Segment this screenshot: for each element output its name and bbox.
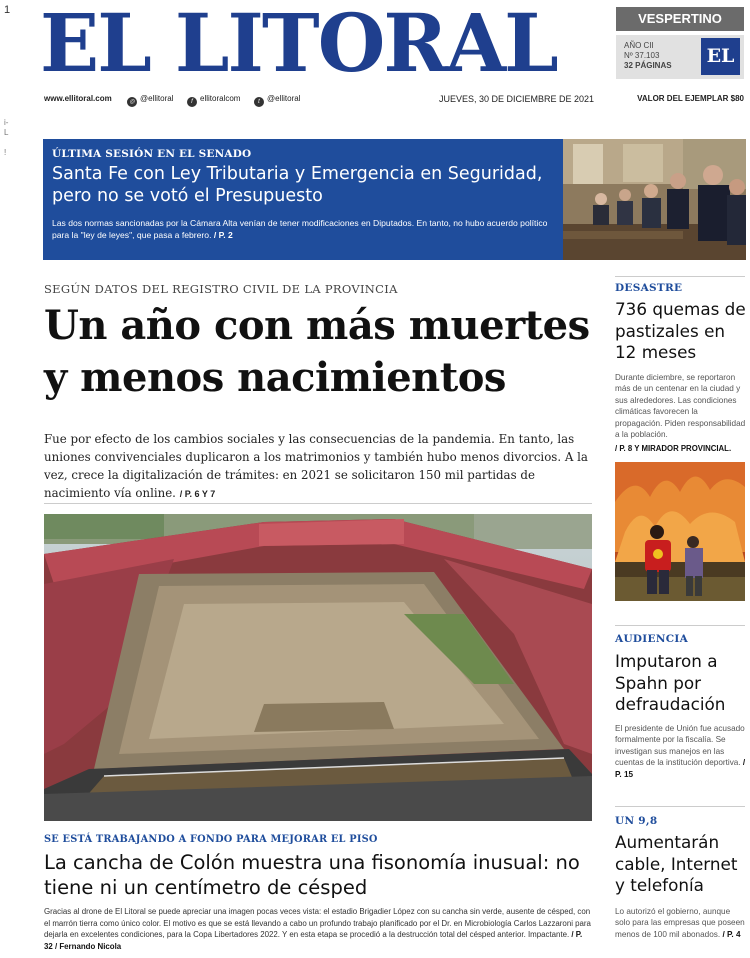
divider [615, 625, 745, 626]
issue-number: Nº 37.103 [624, 51, 660, 60]
photo-story-page-ref: / P. 32 / Fernando Nicola [44, 930, 583, 951]
audiencia-summary: El presidente de Unión fue acusado formalmente por la fiscalía. Se investigan sus manejos en las cuentas de la institución deportiva. / P. 15 [615, 724, 746, 779]
audiencia-kicker: AUDIENCIA [615, 633, 689, 645]
twitter-handle[interactable]: t @ellitoral [254, 94, 300, 107]
photo-story-headline[interactable]: La cancha de Colón muestra una fisonomía inusual: no tiene ni un centímetro de césped [44, 851, 580, 899]
margin-marks: i- L ! [4, 118, 9, 157]
main-summary: Fue por efecto de los cambios sociales y las consecuencias de la pandemia. En tanto, las uniones convivenciales duplicaron a los matrimonios y también hubo menos divorcios. A la vez, crece la digitalización de trámites: en 2021 se solicitaron 150 mil partidas de nacimiento vía online. / P. 6 Y 7 [44, 432, 588, 500]
main-page-ref: / P. 6 Y 7 [179, 489, 216, 499]
edition-badge: VESPERTINO [616, 7, 744, 31]
banner-page-ref: / P. 2 [213, 230, 233, 240]
instagram-icon: ◎ [127, 97, 137, 107]
issue-info [624, 41, 672, 71]
banner-headline[interactable]: Santa Fe con Ley Tributaria y Emergencia en Seguridad, pero no se votó el Presupuesto [52, 164, 543, 206]
desastre-page-ref: / P. 8 Y MIRADOR PROVINCIAL. [615, 444, 732, 453]
photo-story-caption: Gracias al drone de El Litoral se puede apreciar una imagen pocas veces vista: el estadio Brigadier López con su cancha sin verde, ausente de césped, con el marrón tierra como único color. El motivo es que se está llevando a cabo un profundo trabajo planificado por el Dr. en Microbiología Carlos Lazzaroni para dejarla en excelentes condiciones, para la Copa Libertadores 2022. Y en esta etapa se procedió a la destrucción total del césped anterior. Impactante. / P. 32 / Fernando Nicola [44, 907, 591, 951]
grass-fire-photo [615, 462, 745, 601]
tarifas-summary: Lo autorizó el gobierno, aunque solo para las empresas que poseen menos de 100 mil abonados. / P. 4 [615, 907, 745, 939]
twitter-icon: t [254, 97, 264, 107]
tarifas-headline[interactable]: Aumentarán cable, Internet y telefonía [615, 832, 738, 895]
issue-date: JUEVES, 30 DE DICIEMBRE DE 2021 [439, 94, 595, 104]
issue-pages: 32 PÁGINAS [624, 61, 672, 70]
audiencia-page-ref: / P. 15 [615, 758, 746, 779]
el-logo: EL [701, 38, 740, 75]
main-headline[interactable]: Un año con más muertes y menos nacimientos [44, 302, 590, 401]
main-kicker: SEGÚN DATOS DEL REGISTRO CIVIL DE LA PROVINCIA [44, 282, 398, 296]
facebook-handle[interactable]: f ellitoralcom [187, 94, 240, 107]
page-number-mark: 1 [4, 4, 11, 16]
issue-price: VALOR DEL EJEMPLAR $80 [637, 94, 744, 103]
desastre-headline[interactable]: 736 quemas de pastizales en 12 meses [615, 299, 746, 362]
facebook-icon: f [187, 97, 197, 107]
tarifas-page-ref: / P. 4 [722, 929, 741, 939]
divider [615, 276, 745, 277]
banner-summary: Las dos normas sancionadas por la Cámara Alta venían de tener modificaciones en Diputados. En tanto, no hubo acuerdo político para la "ley de leyes", que pasa a febrero. / P. 2 [52, 218, 548, 240]
banner-kicker: ÚLTIMA SESIÓN EN EL SENADO [52, 148, 252, 160]
tarifas-kicker: UN 9,8 [615, 815, 658, 827]
masthead-title: EL LITORAL [40, 0, 557, 90]
desastre-kicker: DESASTRE [615, 282, 683, 294]
senate-session-photo [563, 139, 746, 260]
instagram-handle[interactable]: ◎ @ellitoral [127, 94, 173, 107]
desastre-summary: Durante diciembre, se reportaron más de un centenar en la ciudad y sus alrededores. Las condiciones climáticas favorecen la propagación. Piden responsabilidad a la población. [615, 373, 746, 440]
stadium-aerial-photo [44, 514, 592, 821]
photo-story-kicker: SE ESTÁ TRABAJANDO A FONDO PARA MEJORAR EL PISO [44, 834, 378, 845]
audiencia-headline[interactable]: Imputaron a Spahn por defraudación [615, 651, 726, 714]
info-bar [44, 94, 744, 106]
divider [44, 503, 592, 504]
website-link[interactable]: www.ellitoral.com [44, 94, 112, 103]
issue-year: AÑO CII [624, 41, 654, 50]
divider [615, 806, 745, 807]
